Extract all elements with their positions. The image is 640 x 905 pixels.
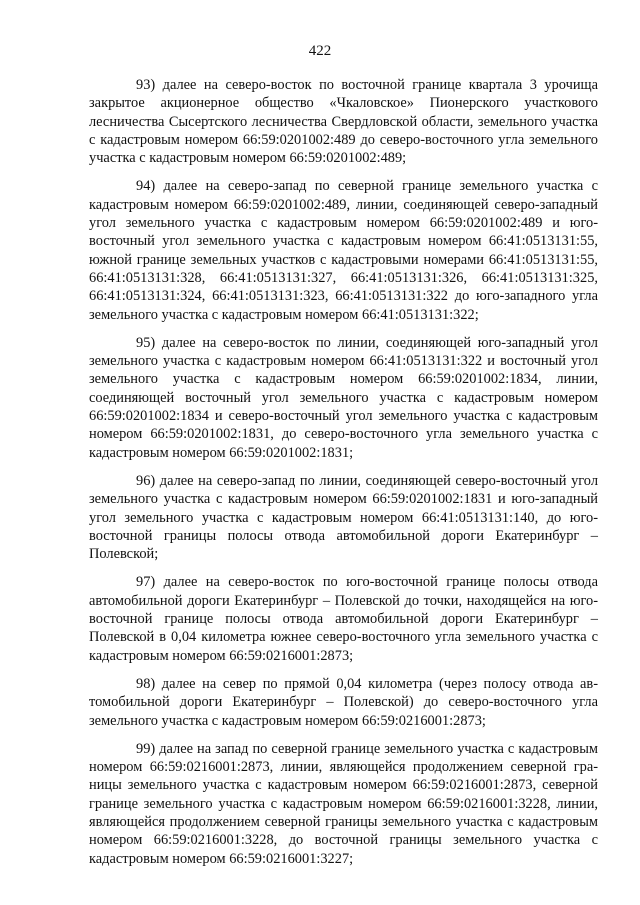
page-number: 422: [308, 43, 332, 59]
document-body: [89, 76, 598, 878]
paragraph-99: 99) далее на запад по северной границе земельного участка с кадастровым номером 66:59:0216001:2873, линии, являющейся продолжением северной границы земельного участка с кадастровым номером 66:59:0216001:2873, северной границе земельного участка с кадастровым номером 66:59:0216001:3228, линии, являющейся продолжением северной границы земельного участка с кадастровым номером 66:59:0216001:3228, до восточной границы земельного участка с кадастровым номером 66:59:0216001:3227;: [89, 740, 598, 867]
paragraph-97: 97) далее на северо-восток по юго-восточной границе полосы отвода автомобильной дороги Екатеринбург – Полевской до точки, находящейся на юго-восточной границе полосы отвода автомобильной дороги Екатеринбург – Полевской в 0,04 километра южнее северо-восточного угла земельного участка с кадастровым номером 66:59:0216001:2873;: [89, 574, 598, 664]
paragraph-95: 95) далее на северо-восток по линии, соединяющей юго-западный угол земельного участка с кадастровым номером 66:41:0513131:322 и восточный угол земельного участка с кадастровым номером 66:59:0201002:1834, линии, соединяющей восточный угол земельного участка с кадастровым номером 66:59:0201002:1834 и северо-восточный угол земельного участка с кадастровым номером 66:59:0201002:1831, до северо-восточного угла земельного участка с кадастровым номером 66:59:0201002:1831;: [89, 334, 598, 461]
paragraph-98: 98) далее на север по прямой 0,04 километра (через полосу отвода автомобильной дороги Екатеринбург – Полевской) до северо-восточного угла земельного участка с кадастровым номером 66:59:0216001:2873;: [89, 675, 598, 729]
paragraph-94: 94) далее на северо-запад по северной границе земельного участка с кадастровым номером 66:59:0201002:489, линии, соединяющей северо-западный угол земельного участка с кадастровым номером 66:59:0201002:489 и юго-восточный угол земельного участка с кадастровым номером 66:41:0513131:55, южной границе земельных участков с кадастровыми номерами 66:41:0513131:55, 66:41:0513131:328, 66:41:0513131:327, 66:41:0513131:326, 66:41:0513131:325, 66:41:0513131:324, 66:41:0513131:323, 66:41:0513131:322 до юго-западного угла земельного участка с кадастровым номером 66:41:0513131:322;: [89, 178, 598, 323]
paragraph-96: 96) далее на северо-запад по линии, соединяющей северо-восточный угол земельного участка с кадастровым номером 66:59:0201002:1831 и юго-западный угол земельного участка с кадастровым номером 66:41:0513131:140, до юго-восточной границы полосы отвода автомобильной дороги Екатеринбург – Полевской;: [89, 472, 598, 563]
paragraph-93: 93) далее на северо-восток по восточной границе квартала 3 урочища закрытое акционерное общество «Чкаловское» Пионерского участкового лесничества Сысертского лесничества Свердловской области, земельного участка с кадастровым номером 66:59:0201002:489 до северо-восточного угла земельного участка с кадастровым номером 66:59:0201002:489;: [89, 77, 598, 167]
